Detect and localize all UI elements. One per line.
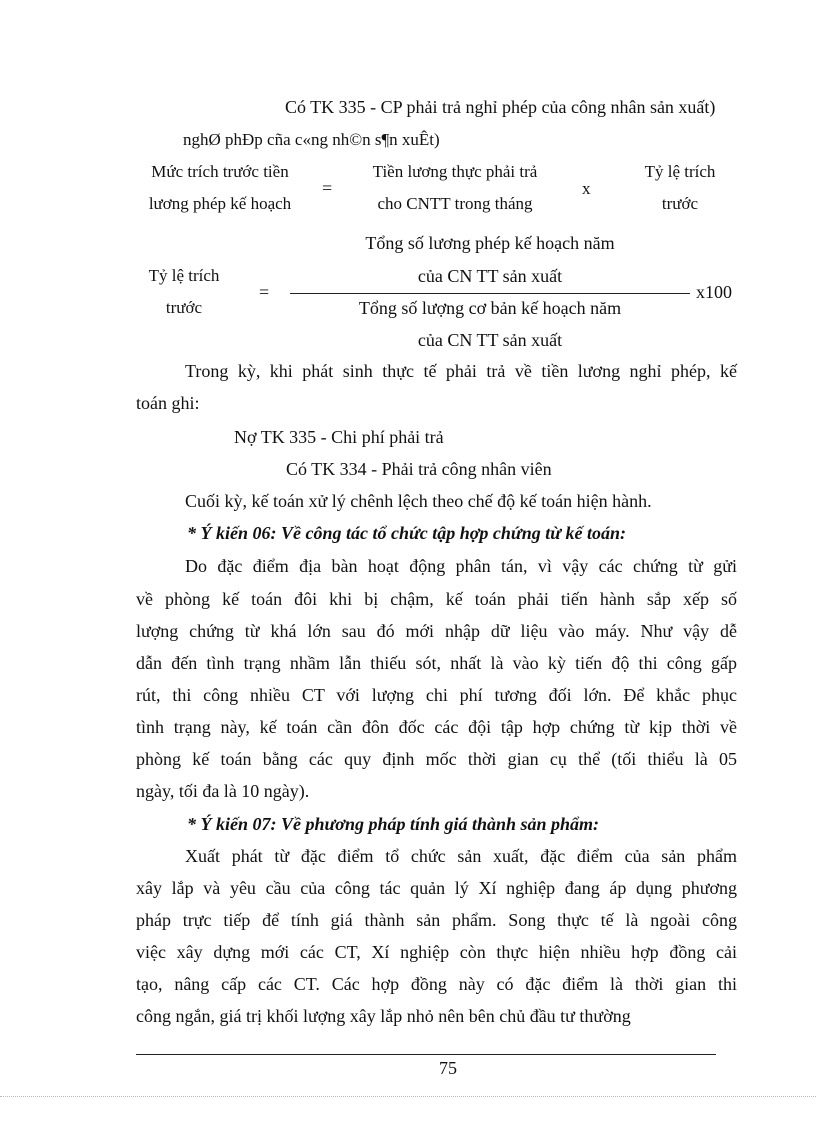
formula2-numerator-top: Tổng số lương phép kế hoạch năm: [365, 233, 615, 253]
formula1-mid-bottom: cho CNTT trong tháng: [377, 194, 533, 213]
formula1-mid-top: Tiền lương thực phải trả: [372, 162, 538, 181]
text-line: Xuất phát từ đặc điểm tổ chức sản xuất, đặc điểm của sản phẩm: [185, 846, 737, 866]
text-line: tạo, nâng cấp các CT. Các hợp đồng này có đặc điểm là thời gian thi: [136, 974, 737, 994]
formula1-equals: =: [322, 178, 333, 198]
footer-rule: [136, 1054, 716, 1055]
section-heading-opinion-07: * Ý kiến 07: Về phương pháp tính giá thành sản phẩm:: [187, 814, 600, 834]
text-line: công ngắn, giá trị khối lượng xây lắp nhỏ nên bên chủ đầu tư thường: [136, 1006, 631, 1026]
formula1-times: x: [582, 179, 591, 198]
garbled-text-line: nghØ phÐp cña c«ng nh©n s¶n xuÊt): [183, 130, 440, 149]
journal-entry-debit: Nợ TK 335 - Chi phí phải trả: [234, 427, 444, 447]
journal-entry-credit: Có TK 334 - Phải trả công nhân viên: [286, 459, 552, 479]
formula2-left-bottom: trước: [165, 298, 203, 317]
text-line: lượng chứng từ khá lớn sau đó mới nhập dữ liệu vào máy. Như vậy dễ: [136, 621, 737, 641]
formula2-left-top: Tỷ lệ trích: [148, 266, 220, 285]
credit-line-tk335: Có TK 335 - CP phải trả nghỉ phép của công nhân sản xuất): [285, 97, 716, 117]
text-line: dẫn đến tình trạng nhầm lẫn thiếu sót, nhất là vào kỳ tiến độ thi công gấp: [136, 653, 737, 673]
formula1-left-top: Mức trích trước tiền: [151, 162, 289, 181]
page-bottom-edge: [0, 1096, 816, 1097]
formula2-multiplier: x100: [696, 282, 732, 302]
fraction-bar: [290, 293, 690, 294]
page-number: 75: [439, 1058, 457, 1078]
text-line: việc xây dựng mới các CT, Xí nghiệp còn thực hiện nhiều hợp đồng cải: [136, 942, 737, 962]
paragraph-text: toán ghi:: [136, 393, 200, 413]
text-line: về phòng kế toán đôi khi bị chậm, kế toán phải tiến hành sắp xếp số: [136, 589, 737, 609]
text-line: rút, thi công nhiều CT với lượng chi phí tương đối lớn. Để khắc phục: [136, 685, 737, 705]
paragraph-text: Cuối kỳ, kế toán xử lý chênh lệch theo chế độ kế toán hiện hành.: [185, 491, 652, 511]
formula2-denominator-bottom: của CN TT sản xuất: [417, 330, 563, 350]
section-heading-opinion-06: * Ý kiến 06: Về công tác tổ chức tập hợp chứng từ kế toán:: [187, 523, 626, 543]
paragraph-text: Trong kỳ, khi phát sinh thực tế phải trả về tiền lương nghỉ phép, kế: [185, 361, 737, 381]
formula1-right-bottom: trước: [661, 194, 699, 213]
text-line: tình trạng này, kế toán cần đôn đốc các đội tập hợp chứng từ kịp thời về: [136, 717, 737, 737]
formula2-denominator-top: Tổng số lượng cơ bản kế hoạch năm: [358, 298, 622, 318]
text-line: xây lắp và yêu cầu của công tác quản lý Xí nghiệp đang áp dụng phương: [136, 878, 737, 898]
formula2-numerator-bottom: của CN TT sản xuất: [417, 266, 563, 286]
text-line: phòng kế toán bằng các quy định mốc thời gian cụ thể (tối thiểu là 05: [136, 749, 737, 769]
text-line: pháp trực tiếp để tính giá thành sản phẩm. Song thực tế là ngoài công: [136, 910, 737, 930]
formula1-left-bottom: lương phép kế hoạch: [148, 194, 292, 213]
formula2-equals: =: [259, 282, 270, 302]
text-line: Do đặc điểm địa bàn hoạt động phân tán, vì vậy các chứng từ gửi: [185, 556, 737, 576]
text-line: ngày, tối đa là 10 ngày).: [136, 781, 310, 801]
formula1-right-top: Tỷ lệ trích: [644, 162, 716, 181]
